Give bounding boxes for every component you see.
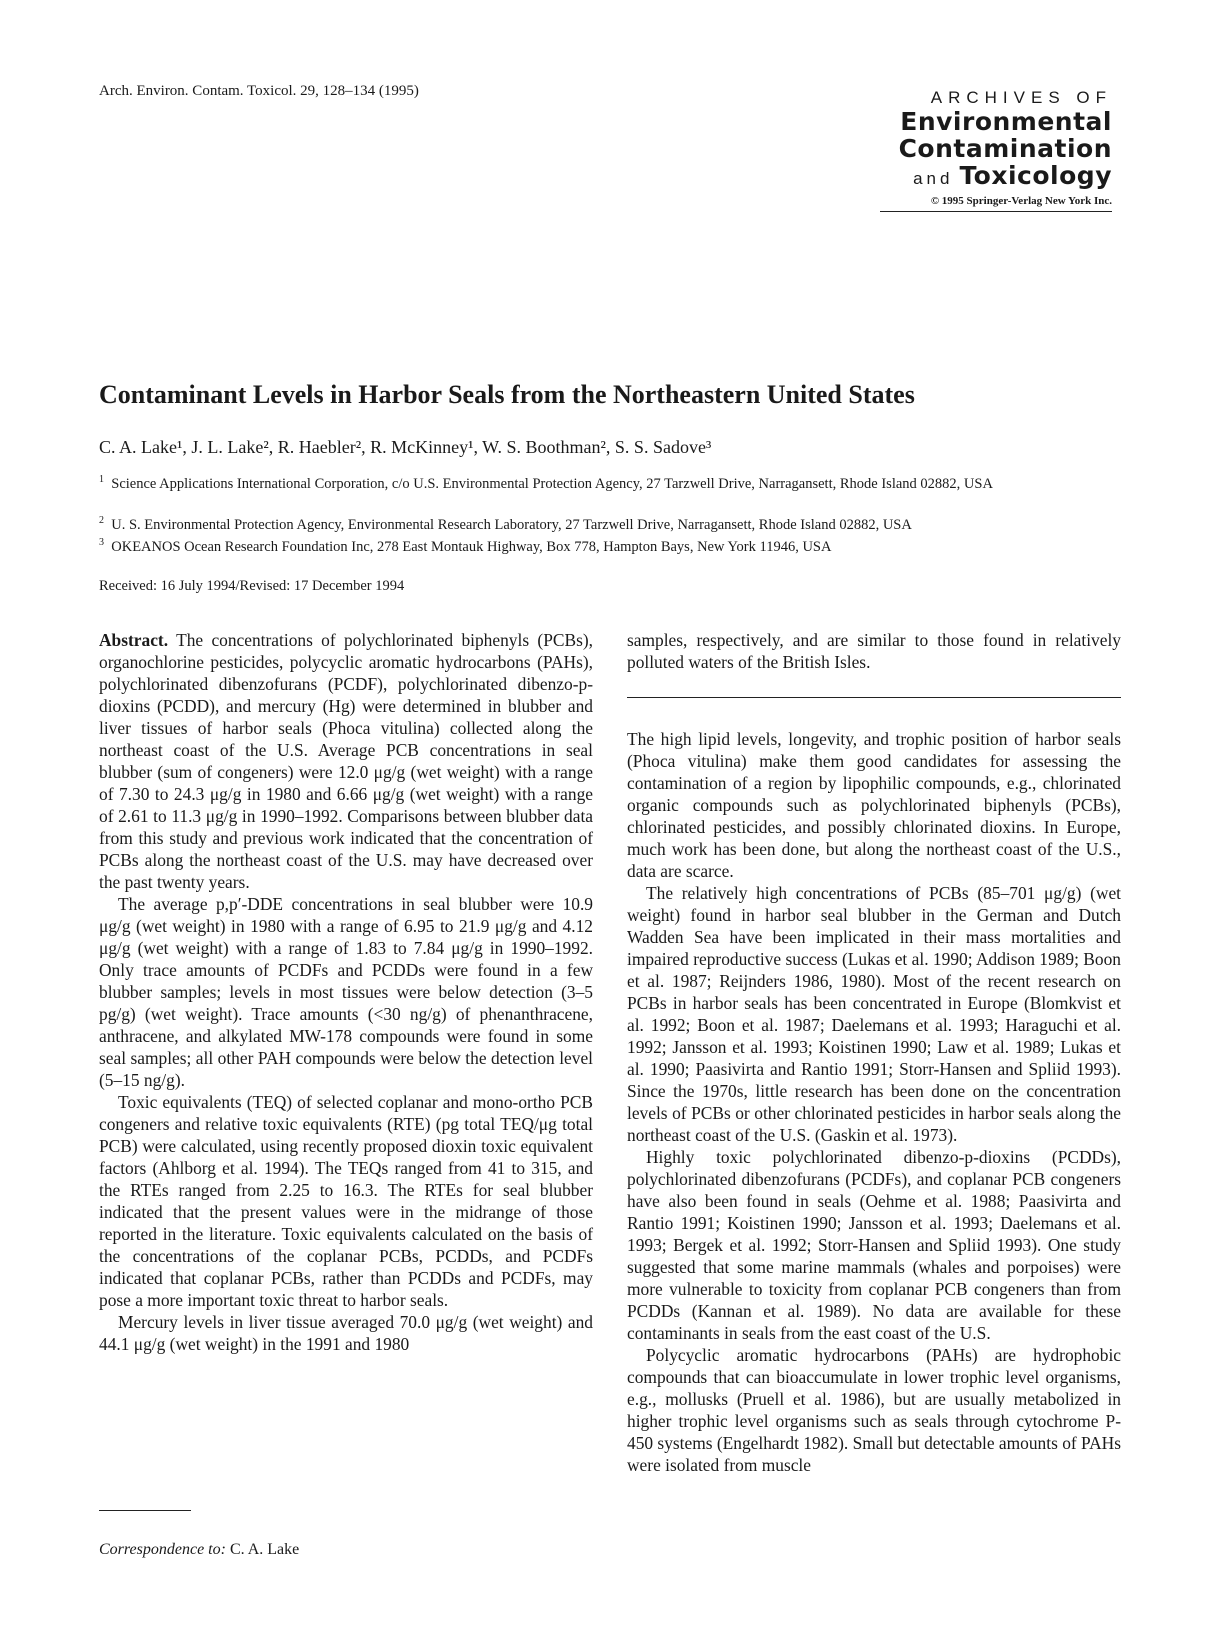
abstract-paragraph-4: Mercury levels in liver tissue averaged 70.0 μg/g (wet weight) and 44.1 μg/g (wet weight) in the 1991 and 1980 bbox=[99, 1312, 593, 1354]
body-paragraph-4: Polycyclic aromatic hydrocarbons (PAHs) are hydrophobic compounds that can bioaccumulate in lower trophic level organisms, e.g., mollusks (Pruell et al. 1986), but are usually metabolized in higher trophic level organisms such as seals through cytochrome P-450 systems (Engelhardt 1982). Small but detectable amounts of PAHs were isolated from muscle bbox=[627, 1345, 1121, 1475]
author-list: C. A. Lake¹, J. L. Lake², R. Haebler², R. McKinney¹, W. S. Boothman², S. S. Sadove³ bbox=[99, 437, 712, 457]
affiliation-1-num: 1 bbox=[99, 474, 104, 485]
abstract-paragraph-4-continued: samples, respectively, and are similar to those found in relatively polluted waters of the British Isles. bbox=[627, 630, 1121, 672]
affiliation-3 bbox=[99, 533, 1119, 557]
abstract-p1-text: The concentrations of polychlorinated biphenyls (PCBs), organochlorine pesticides, polycyclic aromatic hydrocarbons (PAHs), polychlorinated dibenzofurans (PCDF), polychlorinated dibenzo-p-dioxins (PCDD), and mercury (Hg) were determined in blubber and liver tissues of harbor seals (Phoca vitulina) collected along the northeast coast of the U.S. Average PCB concentrations in seal blubber (sum of congeners) were 12.0 μg/g (wet weight) with a range of 7.30 to 24.3 μg/g in 1980 and 6.66 μg/g (wet weight) with a range of 2.61 to 11.3 μg/g in 1990–1992. Comparisons between blubber data from this study and previous work indicated that the concentration of PCBs along the northeast coast of the U.S. may have decreased over the past twenty years. bbox=[99, 630, 593, 892]
masthead-contamination: Contamination bbox=[898, 134, 1112, 163]
abstract-end-rule bbox=[627, 697, 1121, 698]
abstract-paragraph-3: Toxic equivalents (TEQ) of selected coplanar and mono-ortho PCB congeners and relative toxic equivalents (RTE) (pg total TEQ/μg total PCB) were calculated, using recently proposed dioxin toxic equivalent factors (Ahlborg et al. 1994). The TEQs ranged from 41 to 315, and the RTEs ranged from 2.25 to 16.3. The RTEs for seal blubber indicated that the present values were in the midrange of those reported in the literature. Toxic equivalents calculated on the basis of the concentrations of the coplanar PCBs, PCDDs, and PCDFs indicated that coplanar PCBs, rather than PCDDs and PCDFs, may pose a more important toxic threat to harbor seals. bbox=[99, 1092, 593, 1310]
affiliation-2-num: 2 bbox=[99, 515, 104, 526]
footnote-rule bbox=[99, 1510, 191, 1511]
body-paragraph-3: Highly toxic polychlorinated dibenzo-p-dioxins (PCDDs), polychlorinated dibenzofurans (PCDFs), and coplanar PCB congeners have also been found in seals (Oehme et al. 1988; Paasivirta and Rantio 1991; Koistinen 1990; Jansson et al. 1993; Daelemans et al. 1993; Bergek et al. 1992; Storr-Hansen and Spliid 1993). One study suggested that some marine mammals (whales and porpoises) were more vulnerable to toxicity from coplanar PCB congeners than from PCDDs (Kannan et al. 1989). No data are available for these contaminants in seals from the east coast of the U.S. bbox=[627, 1147, 1121, 1343]
affiliation-3-num: 3 bbox=[99, 537, 104, 548]
affiliation-2 bbox=[99, 511, 1119, 535]
masthead-copyright: © 1995 Springer-Verlag New York Inc. bbox=[930, 195, 1112, 207]
affiliation-3-text: OKEANOS Ocean Research Foundation Inc, 278 East Montauk Highway, Box 778, Hampton Bays, New York 11946, USA bbox=[111, 538, 832, 555]
journal-citation: Arch. Environ. Contam. Toxicol. 29, 128–134 (1995) bbox=[99, 83, 419, 99]
received-dates: Received: 16 July 1994/Revised: 17 December 1994 bbox=[99, 578, 405, 594]
affiliation-2-text: U. S. Environmental Protection Agency, Environmental Research Laboratory, 27 Tarzwell Drive, Narragansett, Rhode Island 02882, USA bbox=[111, 516, 912, 533]
masthead-archives: ARCHIVES OF bbox=[930, 88, 1112, 107]
masthead-toxicology: Toxicology bbox=[959, 161, 1112, 190]
masthead-and: and bbox=[913, 169, 954, 188]
affiliation-1 bbox=[99, 470, 1119, 494]
abstract-paragraph-2: The average p,p′-DDE concentrations in seal blubber were 10.9 μg/g (wet weight) in 1980 with a range of 6.95 to 21.9 μg/g and 4.12 μg/g (wet weight) with a range of 1.83 to 7.84 μg/g in 1990–1992. Only trace amounts of PCDFs and PCDDs were found in a few blubber samples; levels in most tissues were below detection (3–5 pg/g) (wet weight). Trace amounts (<30 ng/g) of phenanthracene, anthracene, and alkylated MW-178 compounds were found in some seal samples; all other PAH compounds were below the detection level (5–15 ng/g). bbox=[99, 894, 593, 1090]
right-column bbox=[627, 629, 1121, 1476]
abstract-label: Abstract. bbox=[99, 630, 169, 650]
correspondence-note bbox=[99, 1541, 299, 1559]
body-paragraph-2: The relatively high concentrations of PCBs (85–701 μg/g) (wet weight) found in harbor seal blubber in the German and Dutch Wadden Sea have been implicated in their mass mortalities and impaired reproductive success (Lukas et al. 1990; Addison 1989; Boon et al. 1987; Reijnders 1986, 1980). Most of the recent research on PCBs in harbor seals has been concentrated in Europe (Blomkvist et al. 1992; Boon et al. 1987; Daelemans et al. 1993; Haraguchi et al. 1992; Jansson et al. 1993; Koistinen 1990; Law et al. 1989; Lukas et al. 1990; Paasivirta and Rantio 1991; Storr-Hansen and Spliid 1993). Since the 1970s, little research has been done on the concentration levels of PCBs or other chlorinated pesticides in harbor seals along the northeast coast of the U.S. (Gaskin et al. 1973). bbox=[627, 883, 1121, 1145]
correspondence-label: Correspondence to: bbox=[99, 1541, 226, 1558]
correspondence-name: C. A. Lake bbox=[229, 1541, 300, 1558]
article-title: Contaminant Levels in Harbor Seals from the Northeastern United States bbox=[99, 380, 915, 409]
abstract-paragraph-1 bbox=[99, 629, 593, 893]
masthead-environmental: Environmental bbox=[900, 107, 1112, 136]
masthead-toxicology-line bbox=[880, 162, 1112, 192]
left-column bbox=[99, 629, 593, 1355]
affiliation-1-text: Science Applications International Corporation, c/o U.S. Environmental Protection Agency, 27 Tarzwell Drive, Narragansett, Rhode Island 02882, USA bbox=[111, 475, 993, 492]
body-paragraph-1: The high lipid levels, longevity, and trophic position of harbor seals (Phoca vitulina) make them good candidates for assessing the contamination of a region by lipophilic compounds, e.g., chlorinated organic compounds such as polychlorinated biphenyls (PCBs), chlorinated pesticides, and possibly chlorinated dioxins. In Europe, much work has been done, but along the northeast coast of the U.S., data are scarce. bbox=[627, 729, 1121, 881]
journal-masthead bbox=[880, 88, 1112, 212]
